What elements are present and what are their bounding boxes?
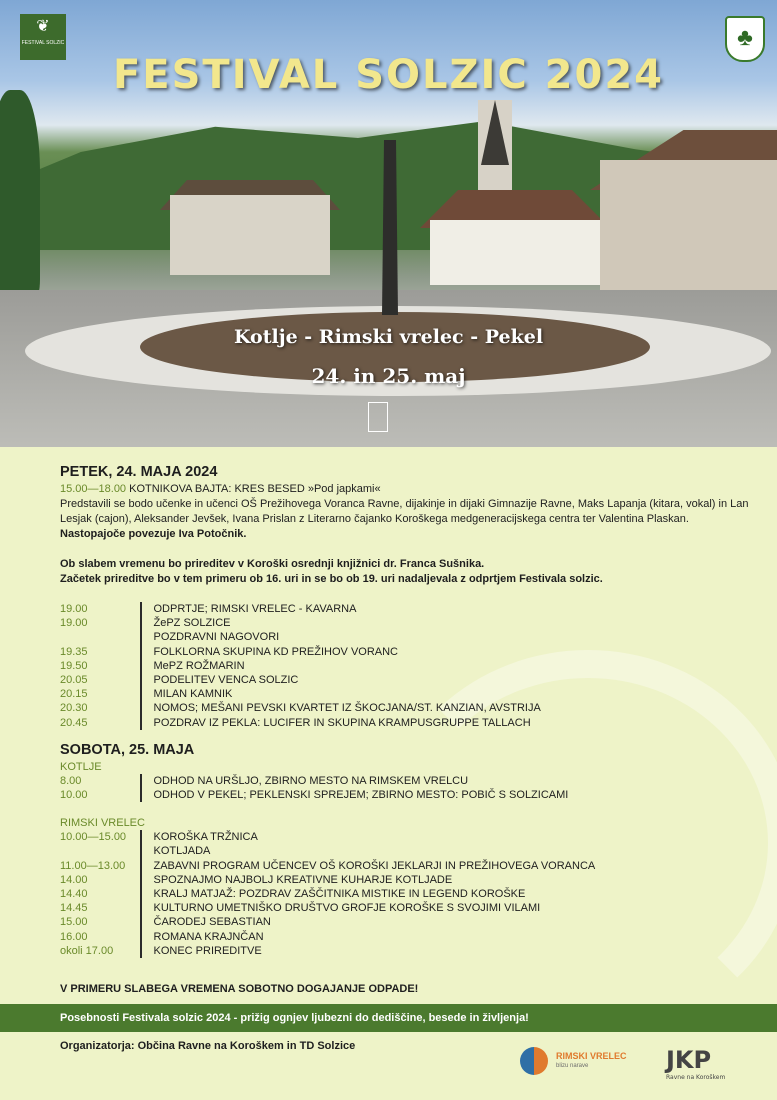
schedule-event: FOLKLORNA SKUPINA KD PREŽIHOV VORANC xyxy=(153,645,399,658)
schedule-row xyxy=(60,630,750,644)
jkp-sub: Ravne na Koroškem xyxy=(666,1074,726,1081)
schedule-row xyxy=(60,930,750,944)
schedule-divider xyxy=(140,944,142,958)
kotlje-label: KOTLJE xyxy=(60,760,102,773)
friday-host: Nastopajoče povezuje Iva Potočnik. xyxy=(60,528,247,540)
organizers: Organizatorja: Občina Ravne na Koroškem in TD Solzice xyxy=(60,1040,356,1052)
schedule-time: 19.00 xyxy=(60,603,88,615)
bell-icon: ❦ xyxy=(36,18,50,35)
schedule-event: MePZ ROŽMARIN xyxy=(153,659,245,672)
friday-first-time: 15.00—18.00 xyxy=(60,483,127,495)
schedule-time: 19.50 xyxy=(60,659,88,672)
schedule-row xyxy=(60,844,750,858)
page-title: FESTIVAL SOLZIC 2024 xyxy=(112,52,665,98)
rimski-vrelec-mark-icon xyxy=(520,1047,548,1075)
schedule-event: POZDRAVNI NAGOVORI xyxy=(153,631,280,644)
schedule-time: 10.00 xyxy=(60,789,88,802)
schedule-event: ČARODEJ SEBASTIAN xyxy=(153,916,271,929)
schedule-row xyxy=(60,701,750,715)
schedule-time: 14.40 xyxy=(60,888,88,901)
tree xyxy=(0,90,40,300)
schedule-divider xyxy=(140,716,142,730)
schedule-divider xyxy=(140,873,142,887)
schedule-event: KRALJ MATJAŽ: POZDRAV ZAŠČITNIKA MISTIKE IN LEGEND KOROŠKE xyxy=(153,888,526,901)
schedule-row xyxy=(60,645,750,659)
schedule-event: SPOZNAJMO NAJBOLJ KREATIVNE KUHARJE KOTLJADE xyxy=(153,873,453,886)
schedule-time: 19.00 xyxy=(60,617,88,630)
schedule-time: 20.30 xyxy=(60,702,88,715)
schedule-divider xyxy=(140,830,142,844)
house xyxy=(170,195,330,275)
rimski-vrelec-text xyxy=(556,1051,627,1071)
schedule-row xyxy=(60,659,750,673)
schedule-time: 14.45 xyxy=(60,902,88,915)
schedule-divider xyxy=(140,630,142,644)
schedule-divider xyxy=(140,687,142,701)
kotlje-schedule xyxy=(60,774,750,802)
schedule-divider xyxy=(140,673,142,687)
schedule-time: 20.05 xyxy=(60,674,88,687)
subtitle: Kotlje - Rimski vrelec - Pekel xyxy=(233,326,544,348)
rimski-vrelec-name: RIMSKI VRELEC xyxy=(556,1051,627,1061)
schedule-row xyxy=(60,673,750,687)
schedule-row xyxy=(60,830,750,844)
schedule-time: 20.15 xyxy=(60,688,88,701)
friday-first-title: KOTNIKOVA BAJTA: KRES BESED »Pod japkami« xyxy=(129,483,381,495)
schedule-row xyxy=(60,901,750,915)
friday-first-event xyxy=(60,482,750,497)
schedule-time xyxy=(60,630,140,644)
schedule-time: 16.00 xyxy=(60,930,88,943)
schedule-event: ODHOD NA URŠLJO, ZBIRNO MESTO NA RIMSKEM VRELCU xyxy=(153,774,469,787)
schedule-event: ZABAVNI PROGRAM UČENCEV OŠ KOROŠKI JEKLARJI IN PREŽIHOVEGA VORANCA xyxy=(153,859,596,872)
schedule-row xyxy=(60,887,750,901)
schedule-event: POZDRAV IZ PEKLA: LUCIFER IN SKUPINA KRAMPUSGRUPPE TALLACH xyxy=(153,716,531,729)
rimski-vrelec-tag: blizu narave xyxy=(556,1063,589,1069)
schedule-event: NOMOS; MEŠANI PEVSKI KVARTET IZ ŠKOCJANA/ST. KANZIAN, AVSTRIJA xyxy=(153,702,541,715)
weather-warning: V PRIMERU SLABEGA VREMENA SOBOTNO DOGAJANJE ODPADE! xyxy=(60,983,419,995)
schedule-divider xyxy=(140,930,142,944)
house xyxy=(430,220,600,285)
rimski-schedule xyxy=(60,830,750,958)
schedule-divider xyxy=(140,645,142,659)
rain-note-1: Ob slabem vremenu bo prireditev v Koroški osrednji knjižnici dr. Franca Sušnika. xyxy=(60,558,485,570)
house xyxy=(600,160,777,300)
schedule-time: 19.35 xyxy=(60,645,88,658)
schedule-time: 20.45 xyxy=(60,716,88,729)
schedule-event: ODPRTJE; RIMSKI VRELEC - KAVARNA xyxy=(153,603,357,615)
schedule-divider xyxy=(140,701,142,715)
schedule-divider xyxy=(140,915,142,929)
schedule-time: 8.00 xyxy=(60,774,82,787)
schedule-divider xyxy=(140,887,142,901)
schedule-row xyxy=(60,687,750,701)
schedule-time: okoli 17.00 xyxy=(60,944,114,957)
schedule-event: ODHOD V PEKEL; PEKLENSKI SPREJEM; ZBIRNO MESTO: POBIČ S SOLZICAMI xyxy=(153,789,569,802)
schedule-event: MILAN KAMNIK xyxy=(153,688,233,701)
schedule-event: KONEC PRIREDITVE xyxy=(153,944,262,957)
schedule-row xyxy=(60,602,750,616)
jkp-logo xyxy=(666,1046,725,1081)
schedule-time xyxy=(60,844,140,858)
schedule-time: 11.00—13.00 xyxy=(60,859,126,872)
schedule-row xyxy=(60,873,750,887)
tree-crest-icon: ♣ xyxy=(725,16,765,62)
friday-heading: PETEK, 24. MAJA 2024 xyxy=(60,464,218,480)
schedule-row xyxy=(60,859,750,873)
event-dates: 24. in 25. maj xyxy=(311,364,466,388)
schedule-event: KULTURNO UMETNIŠKO DRUŠTVO GROFJE KOROŠKE S SVOJIMI VILAMI xyxy=(153,902,541,915)
rain-note-2: Začetek prireditve bo v tem primeru ob 16. uri in se bo ob 19. uri nadaljevala z odprtjem Festivala solzic. xyxy=(60,573,603,585)
schedule-time: 10.00—15.00 xyxy=(60,831,127,844)
schedule-divider xyxy=(140,788,142,802)
friday-schedule xyxy=(60,602,750,730)
schedule-divider xyxy=(140,774,142,788)
rimski-label: RIMSKI VRELEC xyxy=(60,817,145,830)
jkp-name: JKP xyxy=(666,1046,712,1074)
small-logo xyxy=(368,402,388,432)
schedule-event: KOROŠKA TRŽNICA xyxy=(153,831,258,844)
schedule-event: PODELITEV VENCA SOLZIC xyxy=(153,674,299,687)
highlight-band xyxy=(0,1004,777,1032)
schedule-time: 15.00 xyxy=(60,916,88,929)
schedule-divider xyxy=(140,901,142,915)
friday-description xyxy=(60,497,750,542)
schedule-event: ŽePZ SOLZICE xyxy=(153,617,231,630)
rimski-vrelec-logo xyxy=(520,1044,627,1078)
schedule-row xyxy=(60,774,750,788)
schedule-row xyxy=(60,944,750,958)
schedule-divider xyxy=(140,616,142,630)
schedule-row xyxy=(60,716,750,730)
schedule-divider xyxy=(140,659,142,673)
highlight-text: Posebnosti Festivala solzic 2024 - prižig ognjev ljubezni do dediščine, besede in življenja! xyxy=(60,1012,529,1024)
schedule-row xyxy=(60,616,750,630)
friday-desc-text: Predstavili se bodo učenke in učenci OŠ Prežihovega Voranca Ravne, dijakinje in dijaki Gimnazije Ravne, Maks Lapanja (kitara, vokal) in Lan Lesjak (cajon), Aleksander Jevšek, Ivana Prislan z Literarno čajanko Koroškega medgeneracijskega centra ter Valentina Plaskan. xyxy=(60,498,749,525)
schedule-event: KOTLJADA xyxy=(153,845,211,858)
festival-logo-text: FESTIVAL SOLZIC xyxy=(21,40,65,46)
schedule-divider xyxy=(140,844,142,858)
schedule-event: ROMANA KRAJNČAN xyxy=(153,930,264,943)
schedule-divider xyxy=(140,859,142,873)
schedule-row xyxy=(60,788,750,802)
schedule-row xyxy=(60,915,750,929)
saturday-heading: SOBOTA, 25. MAJA xyxy=(60,741,195,758)
program xyxy=(60,462,750,958)
schedule-divider xyxy=(140,602,142,616)
schedule-time: 14.00 xyxy=(60,873,88,886)
